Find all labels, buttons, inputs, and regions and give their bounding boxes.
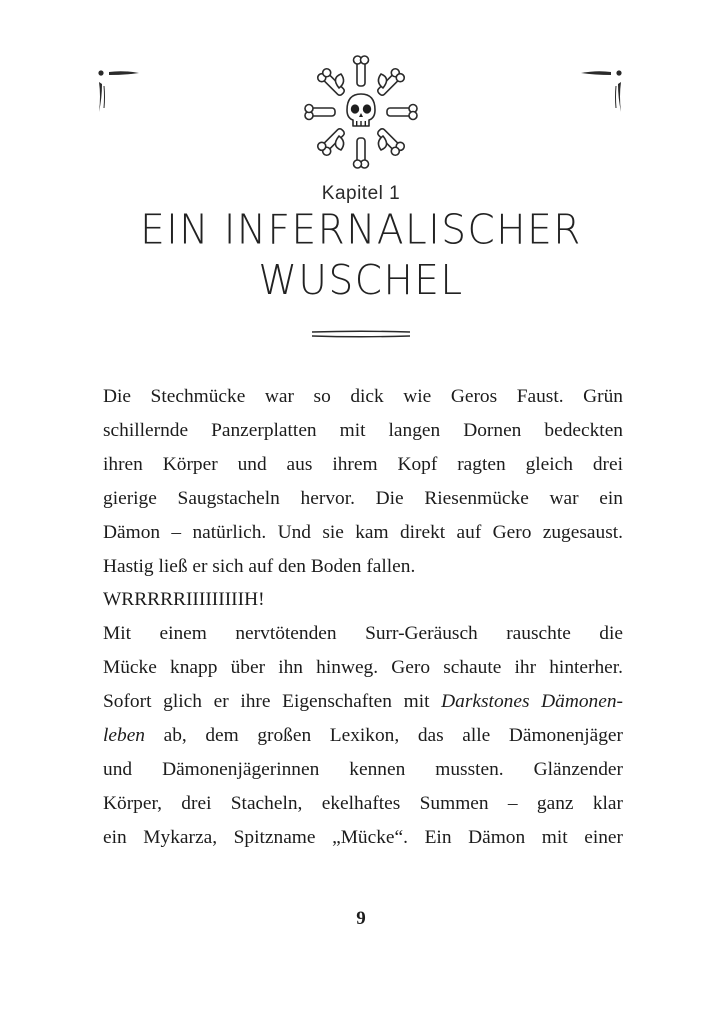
body-text <box>103 380 623 855</box>
body-line: Mit einem nervtötenden Surr-Geräusch rauschte die <box>103 623 623 645</box>
body-line: Körper, drei Stacheln, ekelhaftes Summen – ganz klar <box>103 792 623 814</box>
skull-crossbones-ornament-icon <box>301 52 421 172</box>
body-line: und Dämonenjägerinnen kennen mussten. Glänzender <box>103 758 623 780</box>
body-line <box>103 719 623 753</box>
body-line-text: ab, dem großen Lexikon, das alle Dämonenjäger <box>145 725 623 747</box>
corner-bracket-left-icon <box>95 64 155 124</box>
book-title-italic: leben <box>103 725 145 747</box>
body-line: ihren Körper und aus ihrem Kopf ragten gleich drei <box>103 453 623 475</box>
chapter-title <box>0 206 722 307</box>
double-line-divider-icon <box>310 330 412 338</box>
chapter-label: Kapitel 1 <box>321 183 401 204</box>
page-number: 9 <box>356 908 366 929</box>
body-line-text: Sofort glich er ihre Eigenschaften mit <box>103 691 442 713</box>
book-title-italic: Darkstones Dämonen- <box>441 691 624 713</box>
chapter-title-line-2: WUSCHEL <box>258 257 464 305</box>
body-line: WRRRRRIIIIIIIIIH! <box>103 589 265 611</box>
body-line: gierige Saugstacheln hervor. Die Riesenmücke war ein <box>103 487 623 509</box>
body-line: Die Stechmücke war so dick wie Geros Faust. Grün <box>103 386 623 407</box>
body-line: schillernde Panzerplatten mit langen Dornen bedeckten <box>103 419 623 441</box>
body-line: ein Mykarza, Spitzname „Mücke“. Ein Dämon mit einer <box>103 826 623 848</box>
body-line: Mücke knapp über ihn hinweg. Gero schaute ihr hinterher. <box>103 657 623 679</box>
body-line: Hastig ließ er sich auf den Boden fallen. <box>103 555 416 577</box>
body-line: Dämon – natürlich. Und sie kam direkt auf Gero zugesaust. <box>103 521 623 543</box>
body-line <box>103 685 623 719</box>
corner-bracket-right-icon <box>565 64 625 124</box>
chapter-title-line-1: EIN INFERNALISCHER <box>140 206 582 254</box>
